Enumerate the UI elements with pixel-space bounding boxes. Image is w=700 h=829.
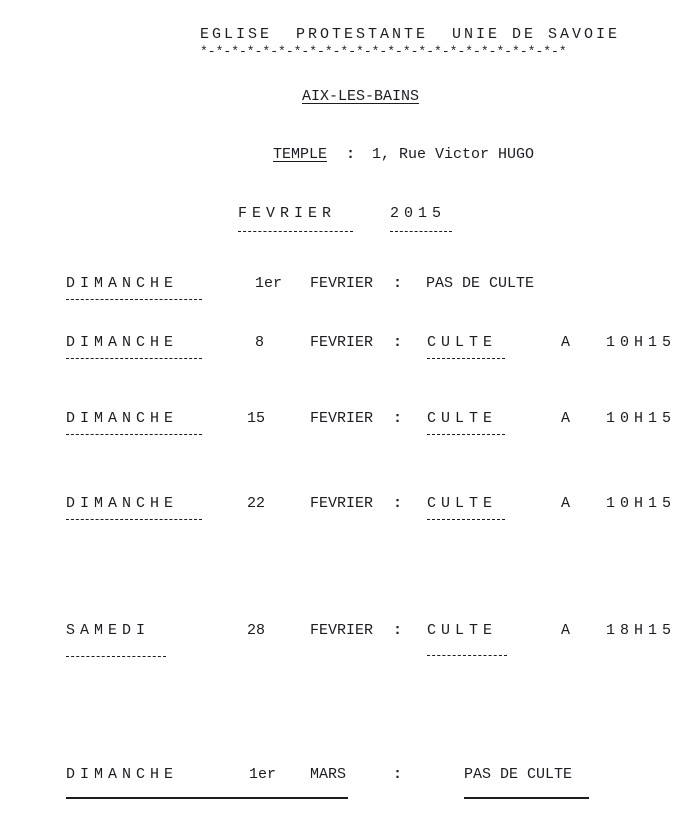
service-underline xyxy=(427,519,505,520)
service-underline xyxy=(427,655,507,656)
year-title: 2015 xyxy=(390,205,447,222)
day-underline xyxy=(66,434,202,435)
date-label: 1er xyxy=(255,275,283,292)
month-title: FEVRIER xyxy=(238,205,337,222)
star-separator: *-*-*-*-*-*-*-*-*-*-*-*-*-*-*-*-*-*-*-*-*-*-*-* xyxy=(200,44,567,59)
date-label: 28 xyxy=(247,622,266,639)
at-label: A xyxy=(561,410,571,427)
month-label: FEVRIER xyxy=(310,495,374,512)
temple-colon: : xyxy=(346,146,356,163)
day-underline xyxy=(66,299,202,300)
at-label: A xyxy=(561,495,571,512)
date-label: 22 xyxy=(247,495,266,512)
at-label: A xyxy=(561,622,571,639)
service-label: CULTE xyxy=(427,334,498,351)
month-label: FEVRIER xyxy=(310,275,374,292)
service-label: PAS DE CULTE xyxy=(426,275,535,292)
temple-label: TEMPLE xyxy=(273,146,328,163)
colon: : xyxy=(393,622,403,639)
day-label: DIMANCHE xyxy=(66,334,179,351)
service-underline xyxy=(427,434,505,435)
colon: : xyxy=(393,766,403,783)
service-label: CULTE xyxy=(427,495,498,512)
day-underline xyxy=(66,358,202,359)
date-label: 1er xyxy=(249,766,277,783)
time-label: 18H15 xyxy=(606,622,677,639)
day-underline xyxy=(66,519,202,520)
service-label: CULTE xyxy=(427,622,498,639)
at-label: A xyxy=(561,334,571,351)
time-label: 10H15 xyxy=(606,495,677,512)
service-underline xyxy=(464,797,589,799)
day-label: SAMEDI xyxy=(66,622,151,639)
church-name: EGLISE PROTESTANTE UNIE DE SAVOIE xyxy=(200,26,621,43)
colon: : xyxy=(393,410,403,427)
date-label: 8 xyxy=(255,334,265,351)
colon: : xyxy=(393,495,403,512)
month-label: FEVRIER xyxy=(310,334,374,351)
colon: : xyxy=(393,334,403,351)
city-title: AIX-LES-BAINS xyxy=(302,88,420,105)
time-label: 10H15 xyxy=(606,410,677,427)
day-label: DIMANCHE xyxy=(66,495,179,512)
month-underline xyxy=(238,231,353,232)
date-label: 15 xyxy=(247,410,266,427)
month-label: FEVRIER xyxy=(310,410,374,427)
service-label: CULTE xyxy=(427,410,498,427)
month-label: FEVRIER xyxy=(310,622,374,639)
year-underline xyxy=(390,231,452,232)
month-label: MARS xyxy=(310,766,347,783)
day-label: DIMANCHE xyxy=(66,410,179,427)
day-label: DIMANCHE xyxy=(66,275,179,292)
service-label: PAS DE CULTE xyxy=(464,766,573,783)
temple-address: 1, Rue Victor HUGO xyxy=(372,146,535,163)
colon: : xyxy=(393,275,403,292)
row-underline xyxy=(66,797,348,799)
day-label: DIMANCHE xyxy=(66,766,179,783)
time-label: 10H15 xyxy=(606,334,677,351)
day-underline xyxy=(66,656,166,657)
service-underline xyxy=(427,358,505,359)
